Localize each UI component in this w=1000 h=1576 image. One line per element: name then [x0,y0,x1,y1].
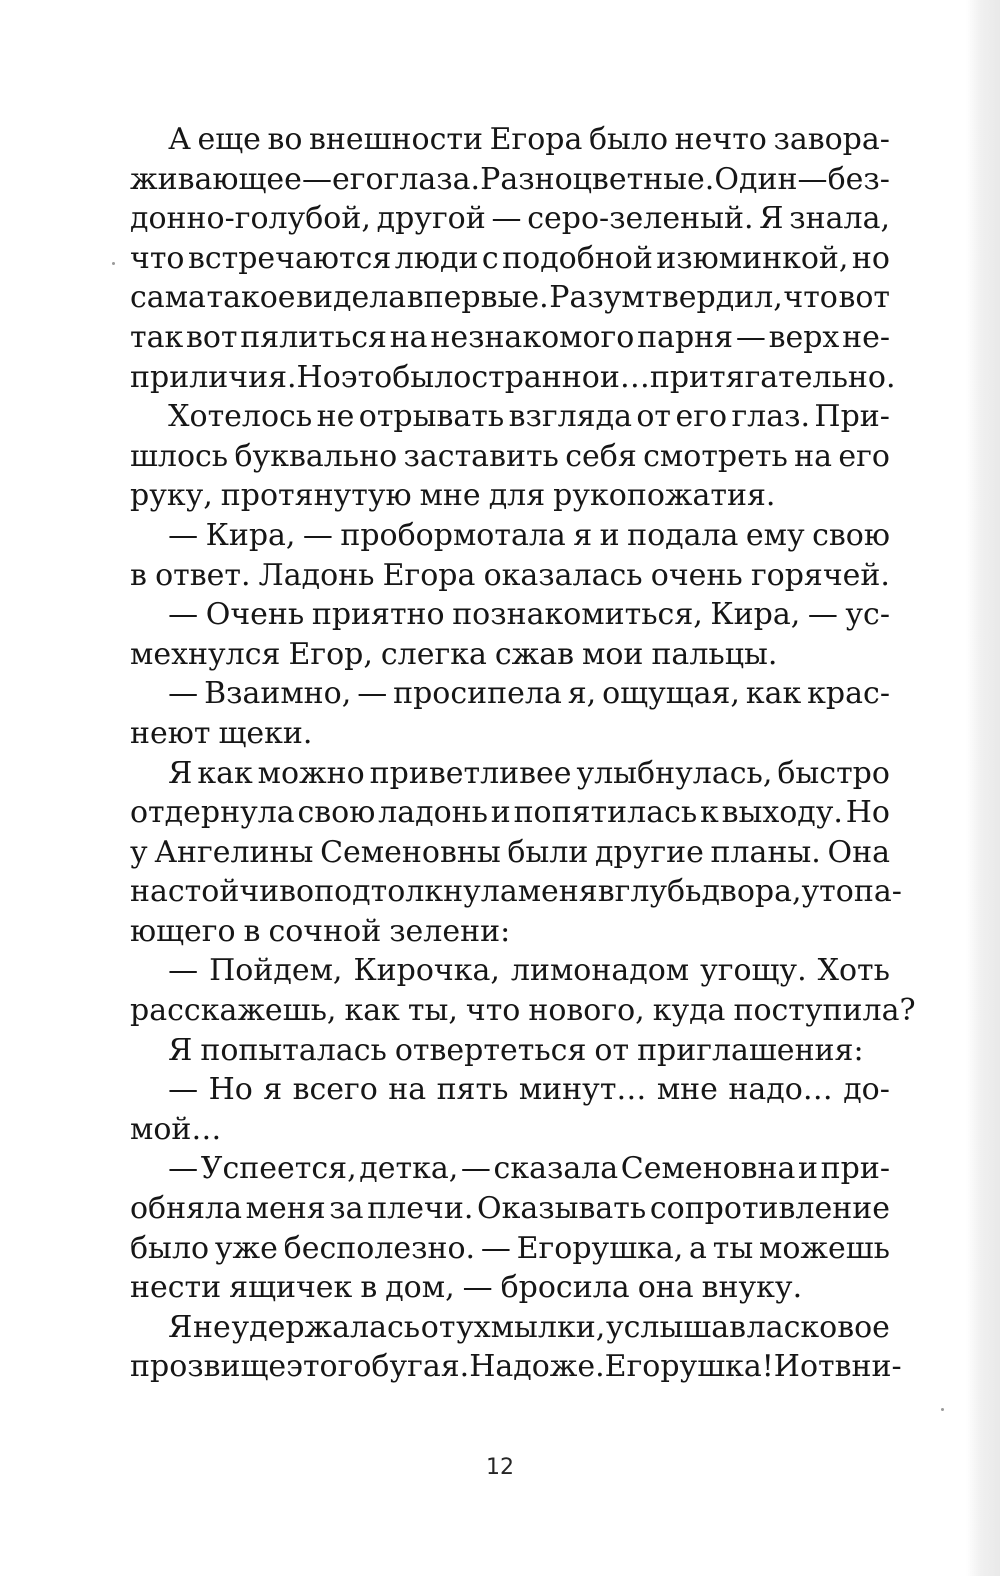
word: пялиться [240,319,387,355]
word: знала, [789,201,890,237]
word: изюминкой, [656,240,849,276]
word: — [462,1270,493,1306]
word: приглашения: [637,1032,864,1068]
word: до- [843,1072,890,1108]
body-text [130,120,916,1387]
word: поступила? [733,993,916,1029]
word: что [783,280,838,316]
word: ус- [845,597,890,633]
word: не [193,1309,231,1345]
word: от [594,1032,630,1068]
word: свою [812,517,890,553]
text-line [130,358,896,398]
word: можно [257,755,365,791]
text-line [130,160,890,200]
word: расскажешь, [130,993,337,1029]
word: сказала [493,1151,619,1187]
word: а [689,1230,707,1266]
word: отрывать [358,399,505,435]
word: прозвище [130,1349,287,1385]
word: но [851,240,890,276]
word: Я [759,201,784,237]
word: Разноцветные. [480,161,715,197]
word: при- [820,1151,890,1187]
word: и [798,1151,819,1187]
word: Хоть [817,953,890,989]
word: услышав [605,1309,746,1345]
word: смотреть [643,438,788,474]
word: бесполезно. [283,1230,476,1266]
text-line [130,1347,902,1387]
word: впервые. [406,280,549,316]
word: неют [130,715,211,751]
word: Но [845,795,890,831]
word: При- [814,399,890,435]
word: для [488,478,546,514]
word: Егорушка, [516,1230,684,1266]
word: как [197,755,253,791]
word: от [420,1309,456,1345]
word: — [130,1151,199,1187]
word: серо-зеленый. [527,201,754,237]
word: было [392,359,472,395]
text-line [130,199,890,239]
word: Но [296,359,341,395]
text-line [130,754,890,794]
text-line [130,1031,890,1071]
text-line [130,239,890,279]
word: оказалась [483,557,643,593]
text-line [130,793,890,833]
word: минут… [518,1072,647,1108]
word: другой [376,201,486,237]
word: бугая. [371,1349,470,1385]
word: — [797,161,828,197]
word: еще [197,122,261,157]
word: можешь [758,1230,890,1266]
word: странно [471,359,600,395]
word: очень [650,557,743,593]
word: А [130,122,191,157]
word: бросила [500,1270,630,1306]
word: всего [292,1072,378,1108]
word: было [588,122,669,157]
word: и [599,517,620,553]
text-line [130,635,890,675]
word: мои [582,636,644,672]
word: — [460,1151,491,1187]
word: Семеновны [320,834,501,870]
word: — [130,517,199,553]
word: донно-голубой, [130,201,371,237]
word: И [773,1349,800,1385]
text-line [130,318,890,358]
word: мне [656,1072,718,1108]
word: ладонь [378,795,488,831]
word: как [745,676,802,712]
word: Оказывать [477,1191,647,1227]
word: вглубь [597,874,702,910]
word: Кирочка, [353,953,500,989]
word: Но [208,1072,253,1108]
word: Ладонь [258,557,375,593]
word: себя [565,438,637,474]
word: люди [394,240,479,276]
word: сопротивление [649,1191,890,1227]
word: пять [436,1072,509,1108]
word: надо… [728,1072,833,1108]
word: — [130,953,199,989]
word: выходу. [721,795,843,831]
word: Кира, [205,517,296,553]
word: такое [206,280,296,316]
word: его [675,399,728,435]
word: на [388,1072,427,1108]
word: другие [595,834,704,870]
text-line [130,595,890,635]
word: внуку. [701,1270,803,1306]
word: сжав [494,636,575,672]
text-line [130,912,890,952]
word: — [807,597,838,633]
word: подтолкнула [314,874,518,910]
text-line [130,516,890,556]
word: щеки. [218,715,313,751]
word: во [267,122,303,157]
word: меня [245,1191,326,1227]
word: вни- [834,1349,902,1385]
word: Егора [382,557,476,593]
word: без- [827,161,890,197]
text-line [130,476,890,516]
word: не- [842,319,890,355]
word: глаз. [731,399,810,435]
word: Она [827,834,890,870]
word: вот [185,319,238,355]
word: рукопожатия. [553,478,776,514]
word: у [130,834,148,870]
word: меня [517,874,598,910]
word: зелени: [389,913,511,949]
word: я, [567,676,597,712]
word: твердил, [645,280,783,316]
word: буквально [234,438,398,474]
word: угощу. [700,953,807,989]
word: и [490,795,511,831]
word: нового, [528,993,645,1029]
word: я [263,1072,283,1108]
word: Я [130,755,193,791]
word: — [357,676,388,712]
text-line [130,1189,890,1229]
word: планы. [710,834,821,870]
word: улыбнулась, [576,755,773,791]
word: слегка [380,636,487,672]
word: — [301,161,332,197]
word: же. [549,1349,605,1385]
word: этого [286,1349,372,1385]
word: от [636,399,672,435]
word: пальцы. [651,636,778,672]
word: Кира, [710,597,801,633]
word: — [130,1072,199,1108]
word: были [507,834,589,870]
word: ющего [130,913,236,949]
word: Взаимно, [204,676,352,712]
word: ответ. [155,557,251,593]
word: с [481,240,499,276]
word: Успеется, [200,1151,357,1187]
word: сочной [268,913,382,949]
word: я [573,517,593,553]
word: Семеновна [620,1151,796,1187]
word: ящичек [229,1270,353,1306]
text-line [130,1070,890,1110]
text-line [130,556,890,596]
word: взгляда [508,399,632,435]
word: шлось [130,438,229,474]
word: утопа- [801,874,902,910]
word: встречаются [187,240,392,276]
word: его [332,161,384,197]
text-line [130,437,890,477]
word: — [480,1230,511,1266]
word: ощущая, [602,676,740,712]
word: подала [627,517,739,553]
word: мне [419,478,481,514]
word: обняла [130,1191,242,1227]
word: и… [599,359,650,395]
word: в [360,1270,378,1306]
word: дом, [385,1270,455,1306]
word: руку, [130,478,213,514]
word: сама [130,280,206,316]
word: Разум [549,280,645,316]
word: его [838,438,890,474]
text-line [130,1268,890,1308]
word: — [491,201,522,237]
word: как [344,993,400,1029]
word: в [130,557,147,593]
word: Егорушка! [604,1349,774,1385]
word: Хотелось [130,399,313,435]
text-line [130,833,890,873]
word: отвертеться [394,1032,587,1068]
word: Ангелины [154,834,314,870]
word: Пойдем, [209,953,343,989]
word: плечи. [367,1191,474,1227]
word: за [329,1191,364,1227]
word: к [700,795,719,831]
text-line [130,991,916,1031]
word: приятно [311,597,445,633]
word: — [130,597,199,633]
word: внешности [309,122,483,157]
word: верх [768,319,840,355]
word: быстро [777,755,890,791]
word: — [130,676,199,712]
text-line [130,714,890,754]
text-line [130,120,890,160]
text-line [130,951,890,991]
word: крас- [807,676,890,712]
word: на [794,438,833,474]
word: — [302,517,333,553]
word: подобной [502,240,653,276]
text-line [130,1149,890,1189]
word: мехнулся [130,636,281,672]
word: парня [637,319,734,355]
word: притягательно. [649,359,896,395]
word: незнакомого [430,319,635,355]
word: свою [297,795,376,831]
word: мой… [130,1111,222,1147]
word: лимонадом [510,953,690,989]
word: Надо [469,1349,550,1385]
word: от [799,1349,835,1385]
paper-speck [941,1408,944,1411]
text-line [130,1308,890,1348]
word: нести [130,1270,222,1306]
word: так [130,319,184,355]
word: ухмылки, [456,1309,606,1345]
word: живающее [130,161,302,197]
word: приличия. [130,359,297,395]
text-line [130,278,890,318]
word: завора- [773,122,890,157]
word: просипела [393,676,562,712]
word: заставить [403,438,559,474]
paper-speck [112,262,115,265]
word: она [637,1270,694,1306]
word: пробормотала [340,517,566,553]
word: ты, [407,993,458,1029]
page-edge-shadow [966,0,1000,1576]
word: Егора [489,122,583,157]
word: попыталась [200,1032,387,1068]
word: Один [714,161,798,197]
word: глаза. [383,161,481,197]
word: в [243,913,261,949]
word: Я [130,1309,193,1345]
text-line [130,1110,890,1150]
word: что [465,993,521,1029]
word: нечто [674,122,767,157]
text-line [130,674,890,714]
word: детка, [359,1151,459,1187]
word: уже [214,1230,278,1266]
word: двора, [701,874,802,910]
text-line [130,872,902,912]
word: — [735,319,766,355]
word: что [130,240,185,276]
word: Егор, [288,636,373,672]
word: куда [652,993,726,1029]
word: приветливее [369,755,572,791]
word: вот [838,280,890,316]
text-line [130,1229,890,1269]
word: отдернула [130,795,295,831]
word: было [130,1230,210,1266]
word: не [316,399,355,435]
word: попятилась [513,795,698,831]
word: Я [130,1032,193,1068]
word: горячей. [750,557,890,593]
text-line [130,397,890,437]
page-number: 12 [486,1455,514,1480]
word: видела [296,280,407,316]
word: ты [712,1230,754,1266]
word: ласковое [746,1309,890,1345]
word: протянутую [220,478,412,514]
word: удержалась [231,1309,421,1345]
word: Очень [205,597,305,633]
word: ему [745,517,805,553]
word: на [389,319,428,355]
word: настойчиво [130,874,315,910]
word: познакомиться, [452,597,703,633]
word: это [340,359,393,395]
